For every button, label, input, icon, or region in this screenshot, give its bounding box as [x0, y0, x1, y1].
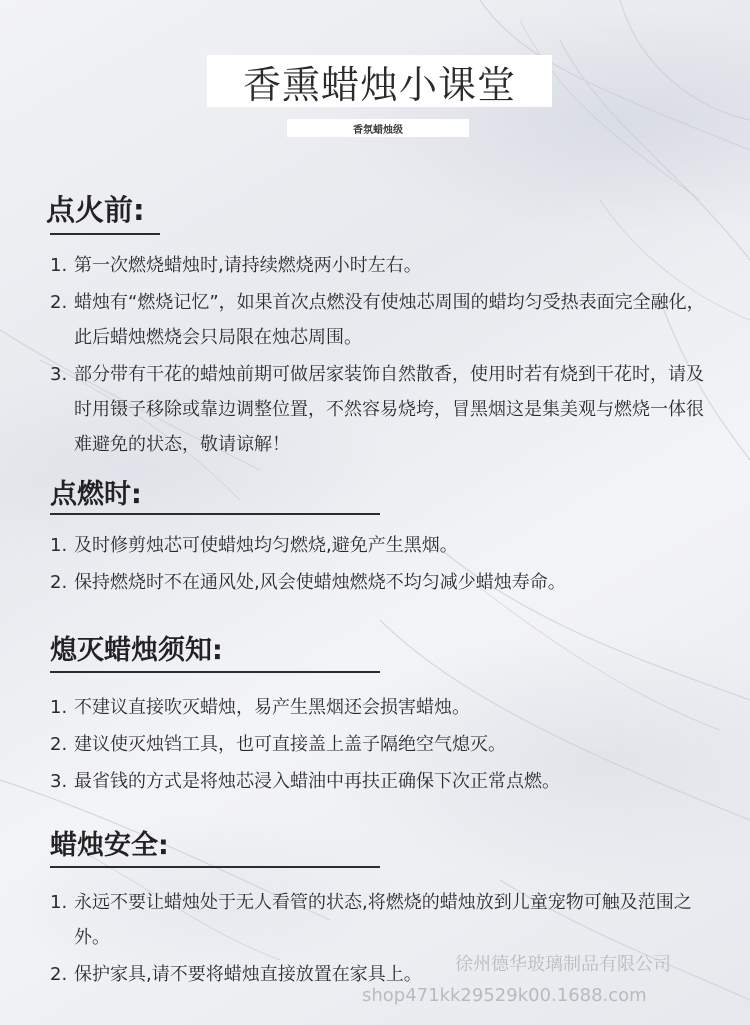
item-text: 建议使灭烛铛工具，也可直接盖上盖子隔绝空气熄灭。: [74, 734, 506, 755]
title-banner: [207, 55, 552, 107]
item-number: 3.: [50, 771, 68, 792]
section-heading: 点燃时:: [50, 479, 142, 510]
item-number: 2.: [50, 292, 68, 313]
list-item: [50, 528, 710, 563]
watermark-shop-url: shop471kk29529k00.1688.com: [362, 985, 647, 1006]
item-list: [50, 248, 710, 464]
item-text: 保持燃烧时不在通风处,风会使蜡烛燃烧不均匀减少蜡烛寿命。: [74, 572, 566, 593]
heading-underline: [50, 671, 380, 673]
heading-underline: [50, 866, 380, 868]
item-text: 保护家具,请不要将蜡烛直接放置在家具上。: [74, 964, 422, 985]
item-list: [50, 528, 710, 602]
item-list: [50, 885, 710, 994]
section-heading: 蜡烛安全:: [50, 830, 169, 861]
item-number: 1.: [50, 697, 68, 718]
page-subtitle: 香氛蜡烛级: [353, 124, 403, 136]
list-item: [50, 285, 710, 355]
page-title: 香熏蜡烛小课堂: [242, 62, 516, 107]
item-list: [50, 690, 710, 801]
item-text: 第一次燃烧蜡烛时,请持续燃烧两小时左右。: [74, 255, 422, 276]
heading-underline: [50, 513, 380, 515]
list-item: [50, 357, 710, 462]
item-number: 1.: [50, 535, 68, 556]
item-number: 3.: [50, 364, 68, 385]
item-number: 2.: [50, 734, 68, 755]
item-number: 1.: [50, 892, 68, 913]
list-item: [50, 248, 710, 283]
list-item: [50, 885, 710, 955]
list-item: [50, 565, 710, 600]
item-text: 最省钱的方式是将烛芯浸入蜡油中再扶正确保下次正常点燃。: [74, 771, 560, 792]
list-item: [50, 690, 710, 725]
item-text: 永远不要让蜡烛处于无人看管的状态,将燃烧的蜡烛放到儿童宠物可触及范围之外。: [74, 892, 692, 948]
item-number: 1.: [50, 255, 68, 276]
section-heading: 点火前:: [46, 193, 145, 227]
watermark-company: 徐州德华玻璃制品有限公司: [455, 954, 671, 975]
item-number: 2.: [50, 964, 68, 985]
subtitle-banner: [287, 119, 469, 137]
item-text: 蜡烛有“燃烧记忆”，如果首次点燃没有使烛芯周围的蜡均匀受热表面完全融化，此后蜡烛燃烧会只局限在烛芯周围。: [74, 292, 705, 348]
item-number: 2.: [50, 572, 68, 593]
list-item: [50, 727, 710, 762]
section-heading: 熄灭蜡烛须知:: [50, 635, 223, 666]
heading-underline: [50, 233, 160, 235]
item-text: 不建议直接吹灭蜡烛，易产生黑烟还会损害蜡烛。: [74, 697, 470, 718]
list-item: [50, 764, 710, 799]
item-text: 及时修剪烛芯可使蜡烛均匀燃烧,避免产生黑烟。: [74, 535, 458, 556]
item-text: 部分带有干花的蜡烛前期可做居家装饰自然散香，使用时若有烧到干花时，请及时用镊子移除或靠边调整位置，不然容易烧垮，冒黑烟这是集美观与燃烧一体很难避免的状态，敬请谅解！: [74, 364, 704, 455]
